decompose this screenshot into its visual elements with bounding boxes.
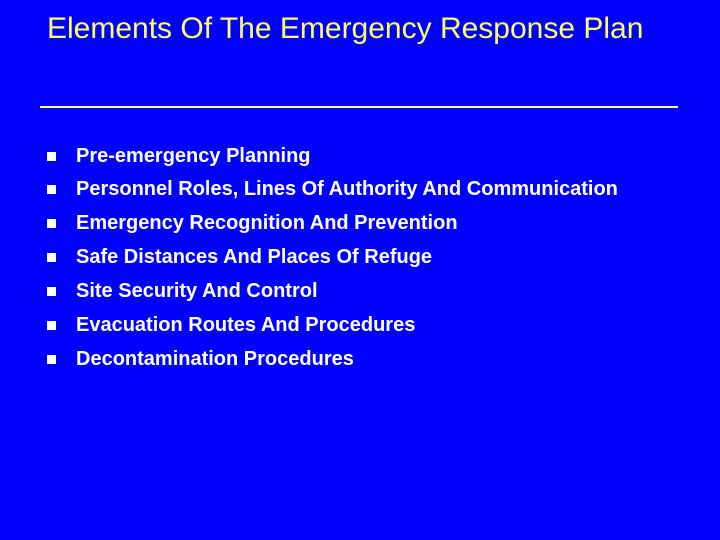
list-item — [47, 342, 687, 376]
list-item — [47, 173, 687, 206]
square-bullet-icon — [47, 152, 56, 161]
bullet-list — [47, 139, 687, 376]
list-item — [47, 274, 687, 308]
square-bullet-icon — [47, 355, 56, 364]
square-bullet-icon — [47, 287, 56, 296]
list-item — [47, 308, 687, 342]
list-item-text: Evacuation Routes And Procedures — [76, 314, 416, 336]
square-bullet-icon — [47, 253, 56, 262]
square-bullet-icon — [47, 219, 56, 228]
list-item-text: Personnel Roles, Lines Of Authority And Communication — [76, 178, 618, 200]
list-item-text: Pre-emergency Planning — [76, 145, 311, 167]
list-item — [47, 240, 687, 274]
slide-title: Elements Of The Emergency Response Plan — [47, 12, 644, 45]
list-item-text: Safe Distances And Places Of Refuge — [76, 246, 433, 268]
square-bullet-icon — [47, 321, 56, 330]
list-item-text: Emergency Recognition And Prevention — [76, 212, 458, 234]
title-divider — [40, 106, 678, 108]
list-item-text: Site Security And Control — [76, 280, 318, 302]
list-item-text: Decontamination Procedures — [76, 348, 354, 370]
list-item — [47, 139, 687, 173]
list-item — [47, 206, 687, 240]
square-bullet-icon — [47, 185, 56, 194]
